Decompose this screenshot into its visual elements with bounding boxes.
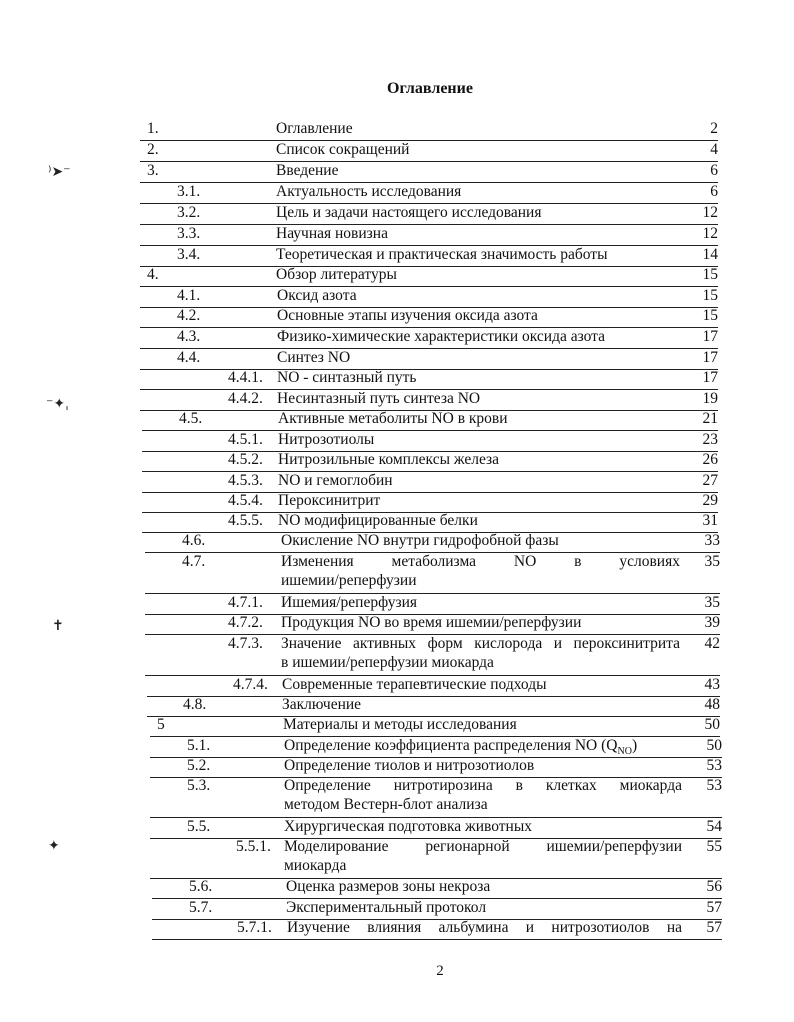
toc-number: 4.2. — [177, 307, 201, 324]
toc-title-line: Физико-химические характеристики оксида азота — [277, 328, 606, 345]
toc-title-line: Оглавление — [276, 120, 353, 137]
toc-title — [277, 286, 357, 305]
toc-page: 27 — [702, 472, 718, 489]
toc-title — [281, 634, 680, 672]
scan-mark: ✝ — [52, 618, 64, 634]
toc-row — [140, 306, 718, 328]
toc-row — [140, 119, 718, 141]
toc-title — [287, 918, 682, 937]
toc-title — [276, 203, 541, 222]
toc-page: 53 — [706, 757, 722, 774]
toc-row — [140, 348, 718, 370]
toc-page: 17 — [702, 349, 718, 366]
toc-title-line: Современные терапевтические подходы — [282, 676, 547, 693]
toc-title-line: Синтез NO — [277, 349, 351, 366]
toc-page: 42 — [704, 635, 720, 652]
toc-title — [286, 898, 486, 917]
toc-title — [276, 245, 608, 264]
toc-title — [277, 389, 480, 408]
toc-row — [142, 491, 718, 513]
toc-row — [140, 368, 718, 390]
toc-number: 4.5.5. — [228, 512, 263, 529]
toc-number: 5.7. — [189, 899, 213, 916]
toc-page: 35 — [704, 553, 720, 570]
toc-page: 17 — [702, 328, 718, 345]
toc-number: 3.2. — [177, 204, 201, 221]
toc-title-line-2: ишемии/реперфузии — [281, 572, 417, 589]
toc-title-line: Введение — [276, 162, 339, 179]
toc-number: 5.3. — [187, 777, 211, 794]
toc-title-line: Нитрозотиолы — [278, 431, 375, 448]
toc-row — [152, 918, 722, 940]
toc-page: 15 — [702, 287, 718, 304]
toc-title — [278, 409, 508, 428]
toc-title-line: Список сокращений — [276, 141, 410, 158]
toc-number: 4.5.1. — [228, 431, 263, 448]
toc-page: 57 — [706, 919, 722, 936]
toc-title — [276, 265, 397, 284]
toc-page: 33 — [704, 532, 720, 549]
toc-title-line: Оценка размеров зоны некроза — [286, 878, 491, 895]
toc-title-line: Активные метаболиты NO в крови — [278, 410, 508, 427]
toc-page: 4 — [710, 141, 718, 158]
toc-title-line: Значение активных форм кислорода и пероксинитрита — [281, 635, 680, 652]
toc-page: 12 — [702, 204, 718, 221]
toc-row — [152, 898, 722, 920]
toc-page: 19 — [702, 390, 718, 407]
document-title: Оглавление — [387, 80, 473, 97]
toc-title-line: NO - синтазный путь — [277, 369, 417, 386]
toc-page: 31 — [702, 512, 718, 529]
toc-page: 39 — [704, 614, 720, 631]
toc-title — [284, 817, 532, 836]
toc-title-line: Ишемия/реперфузия — [281, 594, 418, 611]
toc-row — [145, 634, 720, 676]
toc-number: 5.5. — [187, 818, 211, 835]
toc-title — [281, 613, 581, 632]
toc-title-line: Основные этапы изучения оксида азота — [277, 307, 538, 324]
toc-row — [142, 511, 718, 533]
toc-title — [281, 531, 559, 550]
toc-page: 54 — [706, 818, 722, 835]
toc-number: 4.4. — [177, 349, 201, 366]
toc-title-line: Пероксинитрит — [278, 492, 381, 509]
toc-title-line: NO модифицированные белки — [278, 512, 478, 529]
toc-title — [276, 140, 409, 159]
toc-title-line: Окисление NO внутри гидрофобной фазы — [281, 532, 559, 549]
toc-row — [142, 450, 718, 472]
toc-title-line: Продукция NO во время ишемии/реперфузии — [281, 614, 582, 631]
toc-number: 5.7.1. — [237, 919, 272, 936]
toc-page: 35 — [704, 594, 720, 611]
toc-title-line: Нитрозильные комплексы железа — [278, 451, 500, 468]
toc-title-line-2: миокарда — [284, 857, 347, 874]
toc-title — [281, 552, 680, 590]
toc-title-line: Определение нитротирозина в клетках миокарда — [284, 777, 682, 794]
toc-number: 4.5.2. — [228, 451, 263, 468]
toc-title-line: Цель и задачи настоящего исследования — [276, 204, 542, 221]
toc-title-line: Актуальность исследования — [276, 183, 462, 200]
toc-title-line: Теоретическая и практическая значимость работы — [276, 246, 608, 263]
toc-page: 50 — [706, 737, 722, 754]
toc-title — [277, 348, 350, 367]
scan-mark: ⁻✦ˌ — [46, 396, 69, 412]
toc-number: 4.5.4. — [228, 492, 263, 509]
toc-page: 43 — [704, 676, 720, 693]
toc-row — [147, 675, 720, 697]
toc-title — [283, 715, 517, 734]
toc-title-line: Моделирование регионарной ишемии/реперфузии — [284, 838, 682, 855]
toc-number: 3. — [147, 162, 159, 179]
toc-page: 2 — [710, 120, 718, 137]
toc-page: 15 — [702, 266, 718, 283]
toc-number: 5 — [157, 716, 165, 733]
toc-number: 3.4. — [177, 246, 201, 263]
toc-page: 23 — [702, 431, 718, 448]
toc-page: 6 — [710, 162, 718, 179]
toc-row — [140, 389, 718, 411]
toc-title — [282, 675, 547, 694]
toc-title — [278, 450, 499, 469]
toc-page: 6 — [710, 183, 718, 200]
toc-title — [278, 491, 380, 510]
toc-title — [278, 511, 478, 530]
toc-row — [145, 552, 720, 594]
page-number: 2 — [436, 963, 444, 979]
toc-title — [277, 327, 605, 346]
toc-row — [150, 837, 722, 879]
toc-number: 5.2. — [187, 757, 211, 774]
toc-page: 48 — [704, 696, 720, 713]
toc-title-line: Несинтазный путь синтеза NO — [277, 390, 481, 407]
toc-row — [140, 224, 718, 246]
toc-number: 4.4.2. — [228, 390, 263, 407]
toc-title — [282, 695, 361, 714]
toc-title — [276, 182, 461, 201]
toc-number: 2. — [147, 141, 159, 158]
toc-page: 21 — [702, 410, 718, 427]
toc-row — [140, 161, 718, 183]
toc-title-line: Экспериментальный протокол — [286, 899, 487, 916]
toc-title — [278, 430, 374, 449]
toc-title — [278, 471, 393, 490]
toc-number: 4.7.4. — [233, 676, 268, 693]
toc-title — [276, 224, 388, 243]
toc-title-line: Обзор литературы — [276, 266, 397, 283]
toc-page: 12 — [702, 225, 718, 242]
toc-row — [142, 409, 718, 431]
toc-title-line: Определение коэффициента распределения NO $(Q_{NO})$ — [284, 737, 638, 758]
toc-title-line: Научная новизна — [276, 225, 388, 242]
toc-page: 26 — [702, 451, 718, 468]
toc-number: 5.5.1. — [236, 838, 271, 855]
toc-number: 4.5. — [179, 410, 203, 427]
toc-row — [150, 756, 722, 778]
toc-number: 5.6. — [189, 878, 213, 895]
toc-row — [150, 736, 722, 758]
toc-number: 4.1. — [177, 287, 201, 304]
toc-title — [284, 837, 682, 875]
toc-page: 55 — [706, 838, 722, 855]
toc-title — [281, 593, 417, 612]
toc-number: 4.7.1. — [228, 594, 263, 611]
toc-row — [140, 182, 718, 204]
toc-row — [150, 817, 722, 839]
toc-row — [140, 245, 718, 267]
toc-row — [147, 695, 720, 717]
toc-page: 14 — [702, 246, 718, 263]
toc-row — [140, 265, 718, 287]
toc-row — [140, 140, 718, 162]
toc-title — [276, 161, 338, 180]
toc-title-line: Хирургическая подготовка животных — [284, 818, 532, 835]
toc-row — [140, 286, 718, 308]
toc-number: 4.7. — [182, 553, 206, 570]
toc-number: 4.4.1. — [228, 369, 263, 386]
toc-number: 4.7.3. — [228, 635, 263, 652]
toc-number: 4.7.2. — [228, 614, 263, 631]
toc-title — [286, 877, 490, 896]
toc-number: 3.1. — [177, 183, 201, 200]
toc-page: 56 — [706, 878, 722, 895]
toc-title-line: Оксид азота — [277, 287, 357, 304]
toc-row — [145, 531, 720, 553]
toc-row — [150, 776, 722, 818]
toc-title-line-2: методом Вестерн-блот анализа — [284, 796, 488, 813]
toc-title-line: Изменения метаболизма NO в условиях — [281, 553, 680, 570]
toc-page: 57 — [706, 899, 722, 916]
toc-title-line-2: в ишемии/реперфузии миокарда — [281, 654, 494, 671]
toc-title-line: Заключение — [282, 696, 362, 713]
toc-title-line: NO и гемоглобин — [278, 472, 393, 489]
toc-row — [152, 877, 722, 899]
toc-number: 4.5.3. — [228, 472, 263, 489]
toc-number: 4. — [147, 266, 159, 283]
toc-page: 15 — [702, 307, 718, 324]
toc-title — [284, 776, 682, 814]
toc-row — [150, 715, 720, 737]
toc-number: 4.8. — [183, 696, 207, 713]
toc-row — [142, 471, 718, 493]
toc-page: 29 — [702, 492, 718, 509]
toc-title-line: Материалы и методы исследования — [283, 716, 517, 733]
toc-page: 53 — [706, 777, 722, 794]
scan-mark: ⁾➤⁻ — [48, 164, 71, 180]
toc-number: 5.1. — [187, 737, 211, 754]
toc-title — [284, 756, 534, 775]
toc-page: 17 — [702, 369, 718, 386]
toc-title-line: Определение тиолов и нитрозотиолов — [284, 757, 535, 774]
toc-number: 4.3. — [177, 328, 201, 345]
toc-row — [142, 430, 718, 452]
toc-row — [140, 327, 718, 349]
toc-row — [140, 203, 718, 225]
toc-title — [276, 119, 353, 138]
toc-title-line: Изучение влияния альбумина и нитрозотиолов на — [287, 919, 682, 936]
toc-title — [277, 306, 538, 325]
toc-page: 50 — [704, 716, 720, 733]
toc-number: 4.6. — [182, 532, 206, 549]
toc-number: 3.3. — [177, 225, 201, 242]
toc-row — [145, 613, 720, 635]
scan-mark: ✦ — [48, 838, 60, 854]
toc-number: 1. — [147, 120, 159, 137]
toc-title — [277, 368, 417, 387]
toc-row — [145, 593, 720, 615]
